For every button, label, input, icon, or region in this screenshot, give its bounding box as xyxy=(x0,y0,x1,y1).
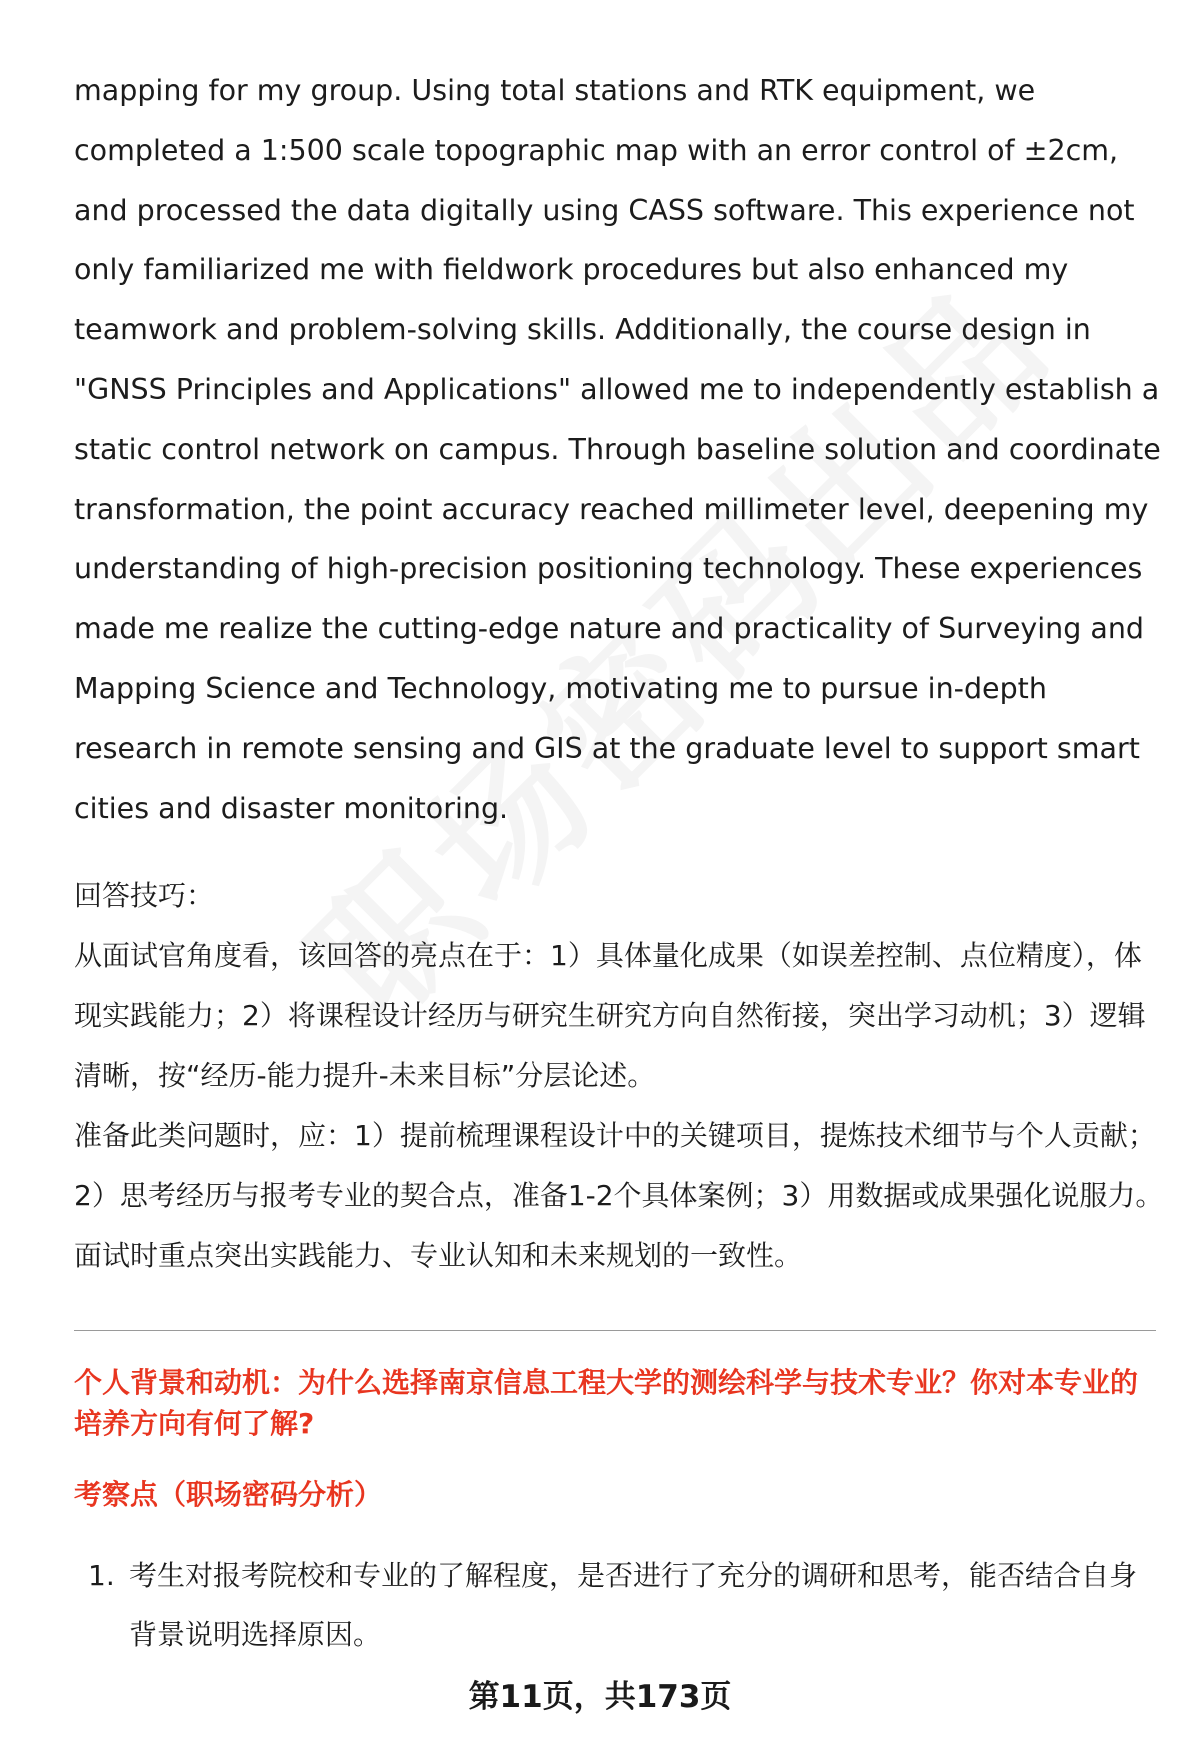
answer-tips-section xyxy=(74,866,1166,1286)
tips-heading: 回答技巧： xyxy=(74,879,215,912)
tips-paragraph-preparation: 准备此类问题时，应：1）提前梳理课程设计中的关键项目，提炼技术细节与个人贡献；2）思考经历与报考专业的契合点，准备1-2个具体案例；3）用数据或成果强化说服力。面试时重点突出实践能力、专业认知和未来规划的一致性。 xyxy=(74,1119,1164,1272)
tips-paragraph-highlights: 从面试官角度看，该回答的亮点在于：1）具体量化成果（如误差控制、点位精度），体现实践能力；2）将课程设计经历与研究生研究方向自然衔接，突出学习动机；3）逻辑清晰，按“经历-能力提升-未来目标”分层论述。 xyxy=(74,939,1146,1092)
assessment-points-list xyxy=(74,1546,1156,1664)
list-item-number: 1. xyxy=(88,1559,115,1592)
question-heading: 个人背景和动机：为什么选择南京信息工程大学的测绘科学与技术专业？你对本专业的培养方向有何了解? xyxy=(74,1366,1139,1440)
english-answer-paragraph: mapping for my group. Using total stations and RTK equipment, we completed a 1:500 scale topographic map with an error control of ±2cm, and processed the data digitally using CASS software. This experience not only familiarized me with fieldwork procedures but also enhanced my teamwork and problem-solving skills. Additionally, the course design in "GNSS Principles and Applications" allowed me to independently establish a static control network on campus. Through baseline solution and coordinate transformation, the point accuracy reached millimeter level, deepening my understanding of high-precision positioning technology. These experiences made me realize the cutting-edge nature and practicality of Surveying and Mapping Science and Technology, motivating me to pursue in-depth research in remote sensing and GIS at the graduate level to support smart cities and disaster monitoring. xyxy=(74,74,1161,825)
list-item-text: 考生对报考院校和专业的了解程度，是否进行了充分的调研和思考，能否结合自身背景说明选择原因。 xyxy=(129,1559,1138,1651)
section-divider xyxy=(74,1330,1156,1331)
list-item xyxy=(74,1546,1156,1664)
assessment-points-heading: 考察点（职场密码分析） xyxy=(74,1478,383,1511)
page-number-footer: 第11页，共173页 xyxy=(468,1679,732,1715)
